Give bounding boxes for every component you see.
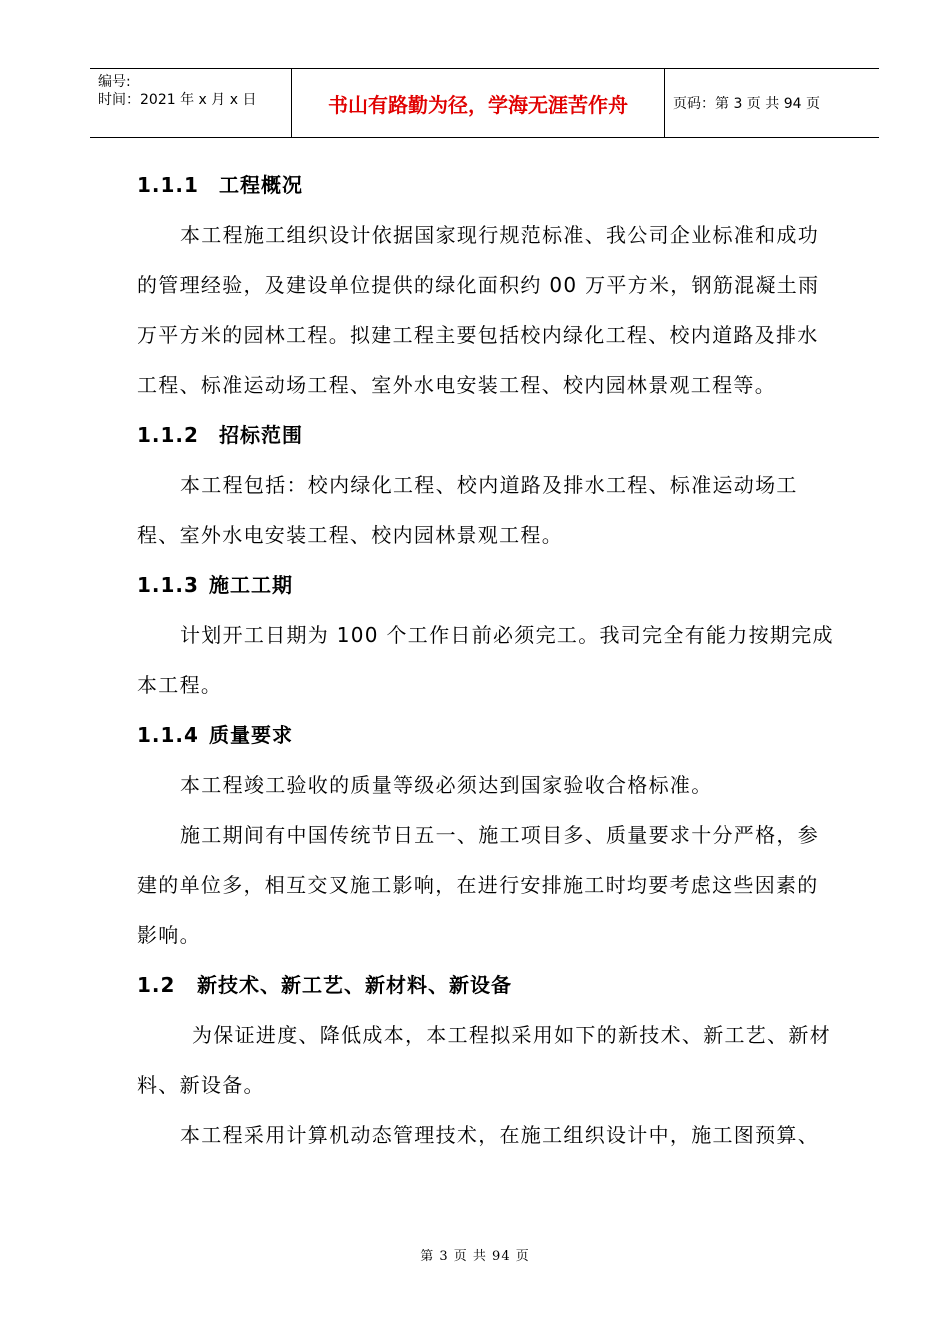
body-paragraph: 施工期间有中国传统节日五一、施工项目多、质量要求十分严格，参建的单位多，相互交叉施工影响，在进行安排施工时均要考虑这些因素的影响。	[137, 823, 819, 947]
section-number: 1.1.3	[137, 573, 199, 597]
body-paragraph: 本工程采用计算机动态管理技术，在施工组织设计中，施工图预算、	[180, 1123, 819, 1147]
section-title: 施工工期	[209, 573, 293, 597]
section-title: 质量要求	[209, 723, 293, 747]
body-paragraph: 计划开工日期为 100 个工作日前必须完工。我司完全有能力按期完成本工程。	[137, 623, 834, 697]
header-page-info: 页码：第 3 页 共 94 页	[673, 96, 820, 112]
section-heading	[137, 710, 837, 760]
document-time-label: 时间：2021 年 x 月 x 日	[98, 92, 257, 108]
header-motto-cell	[291, 69, 665, 137]
header-motto: 书山有路勤为径，学海无涯苦作舟	[328, 92, 628, 117]
section-heading	[137, 960, 837, 1010]
document-body	[137, 160, 837, 1160]
section-heading	[137, 560, 837, 610]
body-paragraph: 为保证进度、降低成本，本工程拟采用如下的新技术、新工艺、新材料、新设备。	[137, 1023, 831, 1097]
body-paragraph: 本工程包括：校内绿化工程、校内道路及排水工程、标准运动场工程、室外水电安装工程、校内园林景观工程。	[137, 473, 798, 547]
section-title: 工程概况	[219, 173, 303, 197]
section-number: 1.1.1	[137, 173, 199, 197]
section-title: 新技术、新工艺、新材料、新设备	[197, 973, 512, 997]
header-meta-cell	[90, 69, 291, 137]
section-heading	[137, 410, 837, 460]
page-footer: 第 3 页 共 94 页	[420, 1249, 530, 1264]
section-number: 1.1.2	[137, 423, 199, 447]
section-number: 1.2	[137, 973, 176, 997]
body-paragraph: 本工程竣工验收的质量等级必须达到国家验收合格标准。	[180, 773, 713, 797]
document-number-label: 编号:	[98, 74, 131, 90]
section-heading	[137, 160, 837, 210]
body-paragraph: 本工程施工组织设计依据国家现行规范标准、我公司企业标准和成功的管理经验，及建设单位提供的绿化面积约 00 万平方米，钢筋混凝土雨万平方米的园林工程。拟建工程主要包括校内绿化工程、校内道路及排水工程、标准运动场工程、室外水电安装工程、校内园林景观工程等。	[137, 223, 820, 397]
header-page-cell	[665, 69, 879, 137]
section-title: 招标范围	[219, 423, 303, 447]
section-number: 1.1.4	[137, 723, 199, 747]
page-header	[90, 68, 879, 138]
